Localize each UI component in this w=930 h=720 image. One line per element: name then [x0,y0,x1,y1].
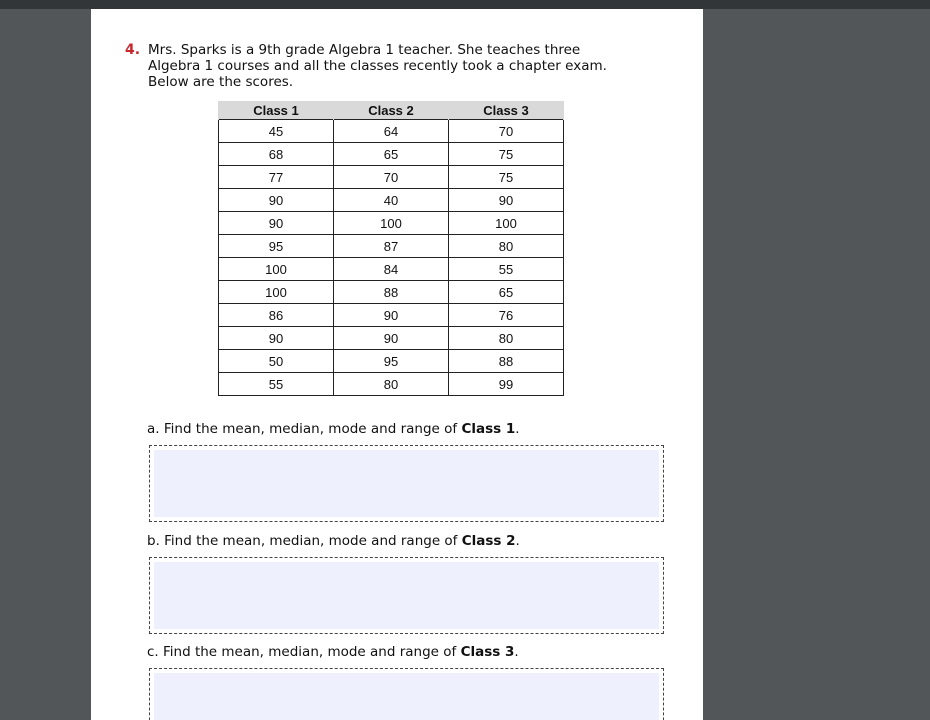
table-cell: 95 [334,350,449,373]
part-b-prompt: b. Find the mean, median, mode and range of Class 2. [147,533,520,549]
table-row [219,235,564,258]
part-c-answer-box[interactable] [149,668,664,720]
table-cell: 76 [449,304,564,327]
question-text-line: Mrs. Sparks is a 9th grade Algebra 1 teacher. She teaches three [148,42,581,58]
table-cell: 80 [449,327,564,350]
table-cell: 68 [219,143,334,166]
table-cell: 100 [449,212,564,235]
table-cell: 90 [219,327,334,350]
answer-field[interactable] [154,562,659,629]
table-cell: 100 [219,258,334,281]
scores-table [218,101,564,396]
table-cell: 65 [334,143,449,166]
table-cell: 84 [334,258,449,281]
table-row [219,189,564,212]
table-cell: 88 [449,350,564,373]
table-row [219,281,564,304]
table-cell: 77 [219,166,334,189]
table-cell: 75 [449,166,564,189]
table-cell: 90 [449,189,564,212]
question-text-line: Algebra 1 courses and all the classes recently took a chapter exam. [148,58,607,74]
table-cell: 45 [219,120,334,143]
part-b-answer-box[interactable] [149,557,664,634]
answer-field[interactable] [154,450,659,517]
table-row [219,166,564,189]
table-cell: 88 [334,281,449,304]
table-row [219,304,564,327]
document-page [91,9,703,720]
part-a-prompt: a. Find the mean, median, mode and range of Class 1. [147,421,520,437]
table-row [219,373,564,396]
table-cell: 50 [219,350,334,373]
table-cell: 55 [219,373,334,396]
table-cell: 55 [449,258,564,281]
table-cell: 99 [449,373,564,396]
table-row [219,212,564,235]
question-text-line: Below are the scores. [148,74,294,90]
table-cell: 80 [334,373,449,396]
question-number: 4. [125,42,141,58]
table-body [219,120,564,396]
table-header-row [219,101,564,120]
table-cell: 75 [449,143,564,166]
table-cell: 90 [219,189,334,212]
table-cell: 40 [334,189,449,212]
part-a-answer-box[interactable] [149,445,664,522]
table-cell: 64 [334,120,449,143]
table-cell: 90 [219,212,334,235]
table-cell: 65 [449,281,564,304]
table-row [219,258,564,281]
question-text [148,42,648,90]
table-row [219,350,564,373]
table-row [219,143,564,166]
viewer-toolbar [0,0,930,9]
table-cell: 100 [219,281,334,304]
header-class-2: Class 2 [334,101,449,120]
header-class-3: Class 3 [449,101,564,120]
table-cell: 87 [334,235,449,258]
table-cell: 100 [334,212,449,235]
table-cell: 70 [449,120,564,143]
table-cell: 80 [449,235,564,258]
table-cell: 90 [334,304,449,327]
table-cell: 70 [334,166,449,189]
table-cell: 86 [219,304,334,327]
header-class-1: Class 1 [219,101,334,120]
table-row [219,327,564,350]
part-c-prompt: c. Find the mean, median, mode and range of Class 3. [147,644,519,660]
answer-field[interactable] [154,673,659,720]
table-cell: 90 [334,327,449,350]
table-cell: 95 [219,235,334,258]
table-row [219,120,564,143]
